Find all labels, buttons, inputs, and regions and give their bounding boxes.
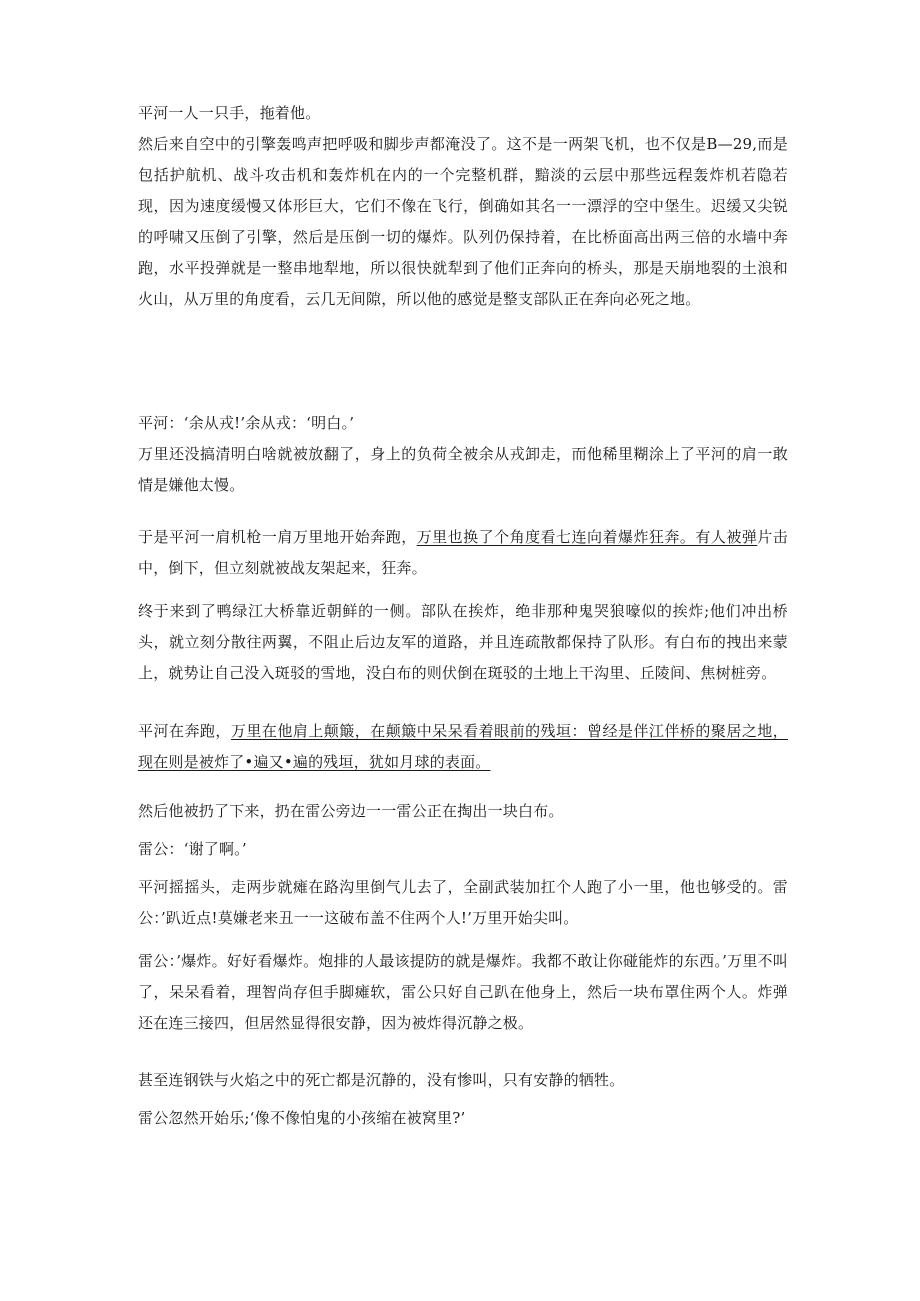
paragraph-11 [138, 946, 788, 1039]
paragraph-text: 然后来自空中的引擎轰鸣声把呼吸和脚步声都淹没了。这不是一两架飞机，也不仅是B—29,而是包括护航机、战斗攻击机和轰炸机在内的一个完整机群，黯淡的云层中那些远程轰炸机若隐若现，因为速度缓慢又体形巨大，它们不像在飞行，倒确如其名一一漂浮的空中堡生。迟缓又尖锐的呼啸又压倒了引擎，然后是压倒一切的爆炸。队列仍保持着，在比桥面高出两三倍的水墙中奔跑，水平投弹就是一整串地犁地，所以很快就犁到了他们正奔向的桥头，那是天崩地裂的土浪和火山，从万里的角度看，云几无间隙，所以他的感觉是整支部队正在奔向必死之地。 [138, 135, 788, 308]
paragraph-text: 平河一人一只手，拖着他。 [138, 104, 321, 122]
paragraph-2 [138, 129, 788, 315]
underlined-text: 万里在他肩上颠簸，在颠簸中呆呆看着眼前的残垣：曾经是伴江伴桥的聚居之地，现在则是被炸了•遍又•遍的残垣，犹如月球的表面。 [138, 722, 788, 771]
underlined-text: 万里也换了个角度看七连向着爆炸狂奔。有人被弹 [416, 528, 758, 546]
paragraph-text: 甚至连钢铁与火焰之中的死亡都是沉静的，没有惨叫，只有安静的牺牲。 [138, 1071, 625, 1089]
paragraph-6 [138, 596, 788, 689]
paragraph-5 [138, 522, 788, 584]
paragraph-text: 平河：‘余从戎!’余从戎：‘明白。’ [138, 414, 355, 432]
paragraph-text: 平河摇摇头，走两步就瘫在路沟里倒气儿去了，全副武装加扛个人跑了小一里，他也够受的。雷公：’趴近点!莫嫌老来丑一一这破布盖不住两个人!’万里开始尖叫。 [138, 878, 788, 927]
paragraph-12 [138, 1065, 788, 1096]
paragraph-text: 终于来到了鸭绿江大桥靠近朝鲜的一侧。部队在挨炸，绝非那种鬼哭狼嚎似的挨炸;他们冲出桥头，就立刻分散往两翼，不阻止后边友军的道路，并且连疏散都保持了队形。有白布的拽出来蒙上，就势让自己没入斑驳的雪地，没白布的则伏倒在斑驳的土地上干沟里、丘陵间、焦树桩旁。 [138, 602, 788, 682]
paragraph-3 [138, 408, 788, 439]
paragraph-text: 片击中，倒下，但立刻就被战友架起来，狂奔。 [138, 528, 788, 577]
paragraph-text: 雷公忽然开始乐;‘像不像怕鬼的小孩缩在被窝里?’ [138, 1109, 466, 1127]
paragraph-9 [138, 834, 788, 865]
paragraph-text: 雷公：‘谢了啊。’ [138, 840, 247, 858]
paragraph-text: 雷公：’爆炸。好好看爆炸。炮排的人最该提防的就是爆炸。我都不敢让你碰能炸的东西。’万里不叫了，呆呆看着，理智尚存但手脚瘫软，雷公只好自己趴在他身上，然后一块布罩住两个人。炸弹还在连三接四，但居然显得很安静，因为被炸得沉静之极。 [138, 952, 788, 1032]
paragraph-8 [138, 796, 788, 827]
paragraph-4 [138, 439, 788, 501]
paragraph-text: 平河在奔跑， [138, 722, 231, 740]
paragraph-7 [138, 716, 788, 778]
paragraph-text: 然后他被扔了下来，扔在雷公旁边一一雷公正在掏出一块白布。 [138, 802, 564, 820]
paragraph-10 [138, 872, 788, 934]
paragraph-13 [138, 1103, 788, 1134]
paragraph-1 [138, 98, 788, 129]
paragraph-text: 万里还没搞清明白啥就被放翻了，身上的负荷全被余从戎卸走，而他稀里糊涂上了平河的肩一敢情是嫌他太慢。 [138, 445, 788, 494]
paragraph-text: 于是平河一肩机枪一肩万里地开始奔跑， [138, 528, 417, 546]
